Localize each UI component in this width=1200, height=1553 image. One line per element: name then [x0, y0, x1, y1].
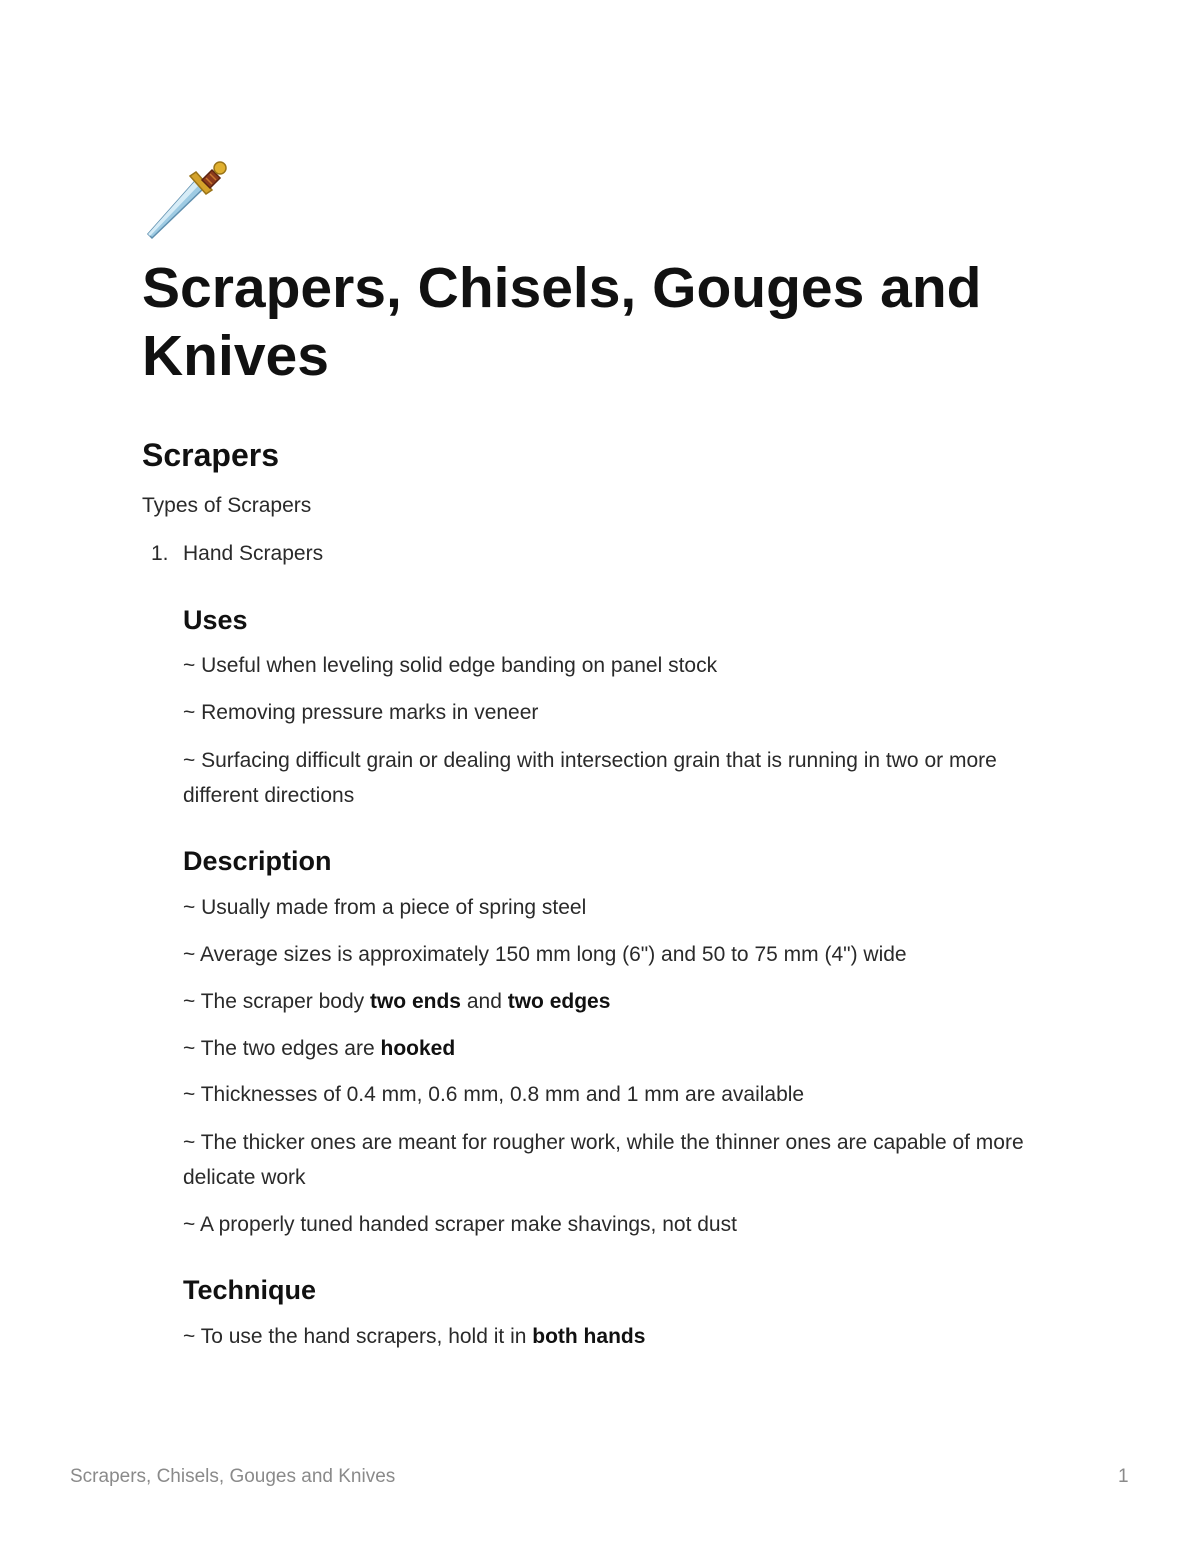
footer-document-title: Scrapers, Chisels, Gouges and Knives [70, 1466, 396, 1487]
technique-item-text: ~ To use the hand scrapers, hold it in [183, 1325, 533, 1348]
description-item: ~ Thicknesses of 0.4 mm, 0.6 mm, 0.8 mm and 1 mm are available [183, 1083, 805, 1106]
section-title: Scrapers [142, 437, 279, 473]
technique-heading: Technique [183, 1275, 317, 1305]
uses-item: ~ Useful when leveling solid edge banding on panel stock [183, 654, 718, 677]
technique-item-bold: both hands [532, 1325, 646, 1348]
list-item-label: Hand Scrapers [183, 542, 324, 565]
description-item-text: ~ The two edges are [183, 1037, 381, 1060]
description-item: ~ Average sizes is approximately 150 mm long (6") and 50 to 75 mm (4") wide [183, 943, 907, 966]
description-item-text: ~ The scraper body [183, 990, 370, 1013]
description-item: ~ A properly tuned handed scraper make shavings, not dust [183, 1213, 737, 1236]
uses-heading: Uses [183, 605, 248, 635]
description-item [183, 984, 1053, 1019]
description-item-bold: two ends [369, 990, 461, 1013]
types-intro: Types of Scrapers [142, 494, 312, 517]
description-item-bold: two edges [507, 990, 611, 1013]
description-item: ~ The thicker ones are meant for rougher work, while the thinner ones are capable of more delicate work [183, 1131, 1024, 1189]
description-item: ~ Usually made from a piece of spring steel [183, 896, 587, 919]
description-item-bold: hooked [380, 1037, 456, 1060]
document-title: Scrapers, Chisels, Gouges and Knives [142, 256, 982, 388]
uses-item: ~ Removing pressure marks in veneer [183, 701, 539, 724]
description-item [183, 1031, 1053, 1066]
description-heading: Description [183, 846, 332, 876]
uses-item: ~ Surfacing difficult grain or dealing with intersection grain that is running in two or more different directions [183, 749, 997, 807]
dagger-icon [140, 150, 230, 240]
list-item-number: 1. [151, 542, 169, 565]
description-item-text: and [461, 990, 508, 1013]
footer-page-number: 1 [1118, 1466, 1129, 1487]
technique-item [183, 1319, 1053, 1354]
